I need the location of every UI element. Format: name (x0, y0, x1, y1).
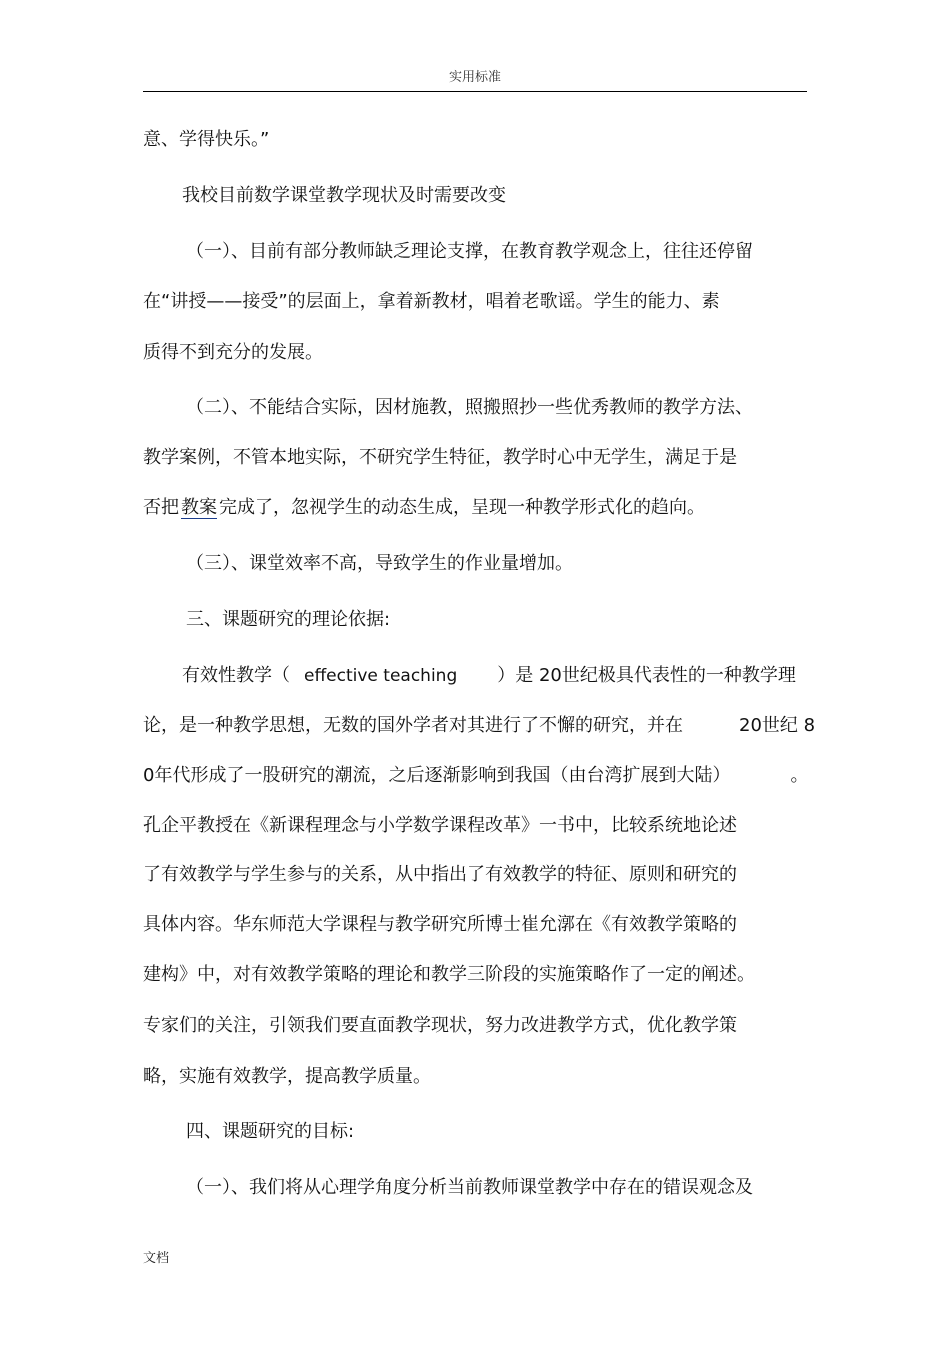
english-term: effective teaching (304, 666, 458, 686)
text-line-8-end: 完成了，忽视学生的动态生成，呈现一种教学形式化的趋向。 (219, 497, 705, 518)
text-line-11-end: ）是 20世纪极具代表性的一种教学理 (497, 665, 796, 686)
section-heading-4: 四、课题研究的目标: (186, 1121, 355, 1142)
text-line-11-start: 有效性教学（ (182, 665, 290, 686)
text-line-17: 建构》中，对有效教学策略的理论和教学三阶段的实施策略作了一定的阐述。 (143, 964, 755, 985)
text-line-4: 在“讲授——接受”的层面上，拿着新教材，唱着老歌谣。学生的能力、素 (143, 291, 720, 312)
text-line-21: （一）、我们将从心理学角度分析当前教师课堂教学中存在的错误观念及 (186, 1177, 753, 1198)
text-line-7: 教学案例，不管本地实际，不研究学生特征，教学时心中无学生，满足于是 (143, 447, 737, 468)
text-line-6: （二）、不能结合实际，因材施教，照搬照抄一些优秀教师的教学方法、 (186, 397, 753, 418)
text-line-13-start: 0年代形成了一股研究的潮流，之后逐渐影响到我国（由台湾扩展到大陆） (143, 765, 731, 786)
text-line-12 (143, 714, 816, 738)
text-line-15: 了有效教学与学生参与的关系，从中指出了有效教学的特征、原则和研究的 (143, 864, 737, 885)
text-line-9: （三）、课堂效率不高，导致学生的作业量增加。 (186, 553, 573, 574)
text-line-13 (143, 764, 813, 788)
page-header-title: 实用标准 (448, 70, 501, 85)
text-line-8 (143, 496, 813, 520)
text-line-3: （一）、目前有部分教师缺乏理论支撑，在教育教学观念上，往往还停留 (186, 241, 753, 262)
text-line-11 (182, 664, 852, 688)
text-line-13-end: 。 (790, 765, 809, 786)
text-line-12-start: 论，是一种教学思想，无数的国外学者对其进行了不懈的研究，并在 (143, 715, 683, 736)
text-line-16: 具体内容。华东师范大学课程与教学研究所博士崔允漷在《有效教学策略的 (143, 914, 737, 935)
text-line-2: 我校目前数学课堂教学现状及时需要改变 (182, 185, 506, 206)
text-line-12-end: 20世纪 8 (739, 715, 816, 736)
text-line-14: 孔企平教授在《新课程理念与小学数学课程改革》一书中，比较系统地论述 (143, 815, 737, 836)
text-line-1: 意、学得快乐。” (143, 129, 270, 150)
text-line-19: 略，实施有效教学，提高教学质量。 (143, 1066, 431, 1087)
header-divider (143, 91, 807, 92)
page-footer-label: 文档 (143, 1251, 170, 1266)
lesson-plan-link[interactable]: 教案 (181, 497, 217, 518)
text-line-18: 专家们的关注，引领我们要直面教学现状，努力改进教学方式，优化教学策 (143, 1015, 737, 1036)
text-line-5: 质得不到充分的发展。 (143, 342, 323, 363)
section-heading-3: 三、课题研究的理论依据: (186, 609, 391, 630)
text-line-8-start: 否把 (143, 497, 179, 518)
